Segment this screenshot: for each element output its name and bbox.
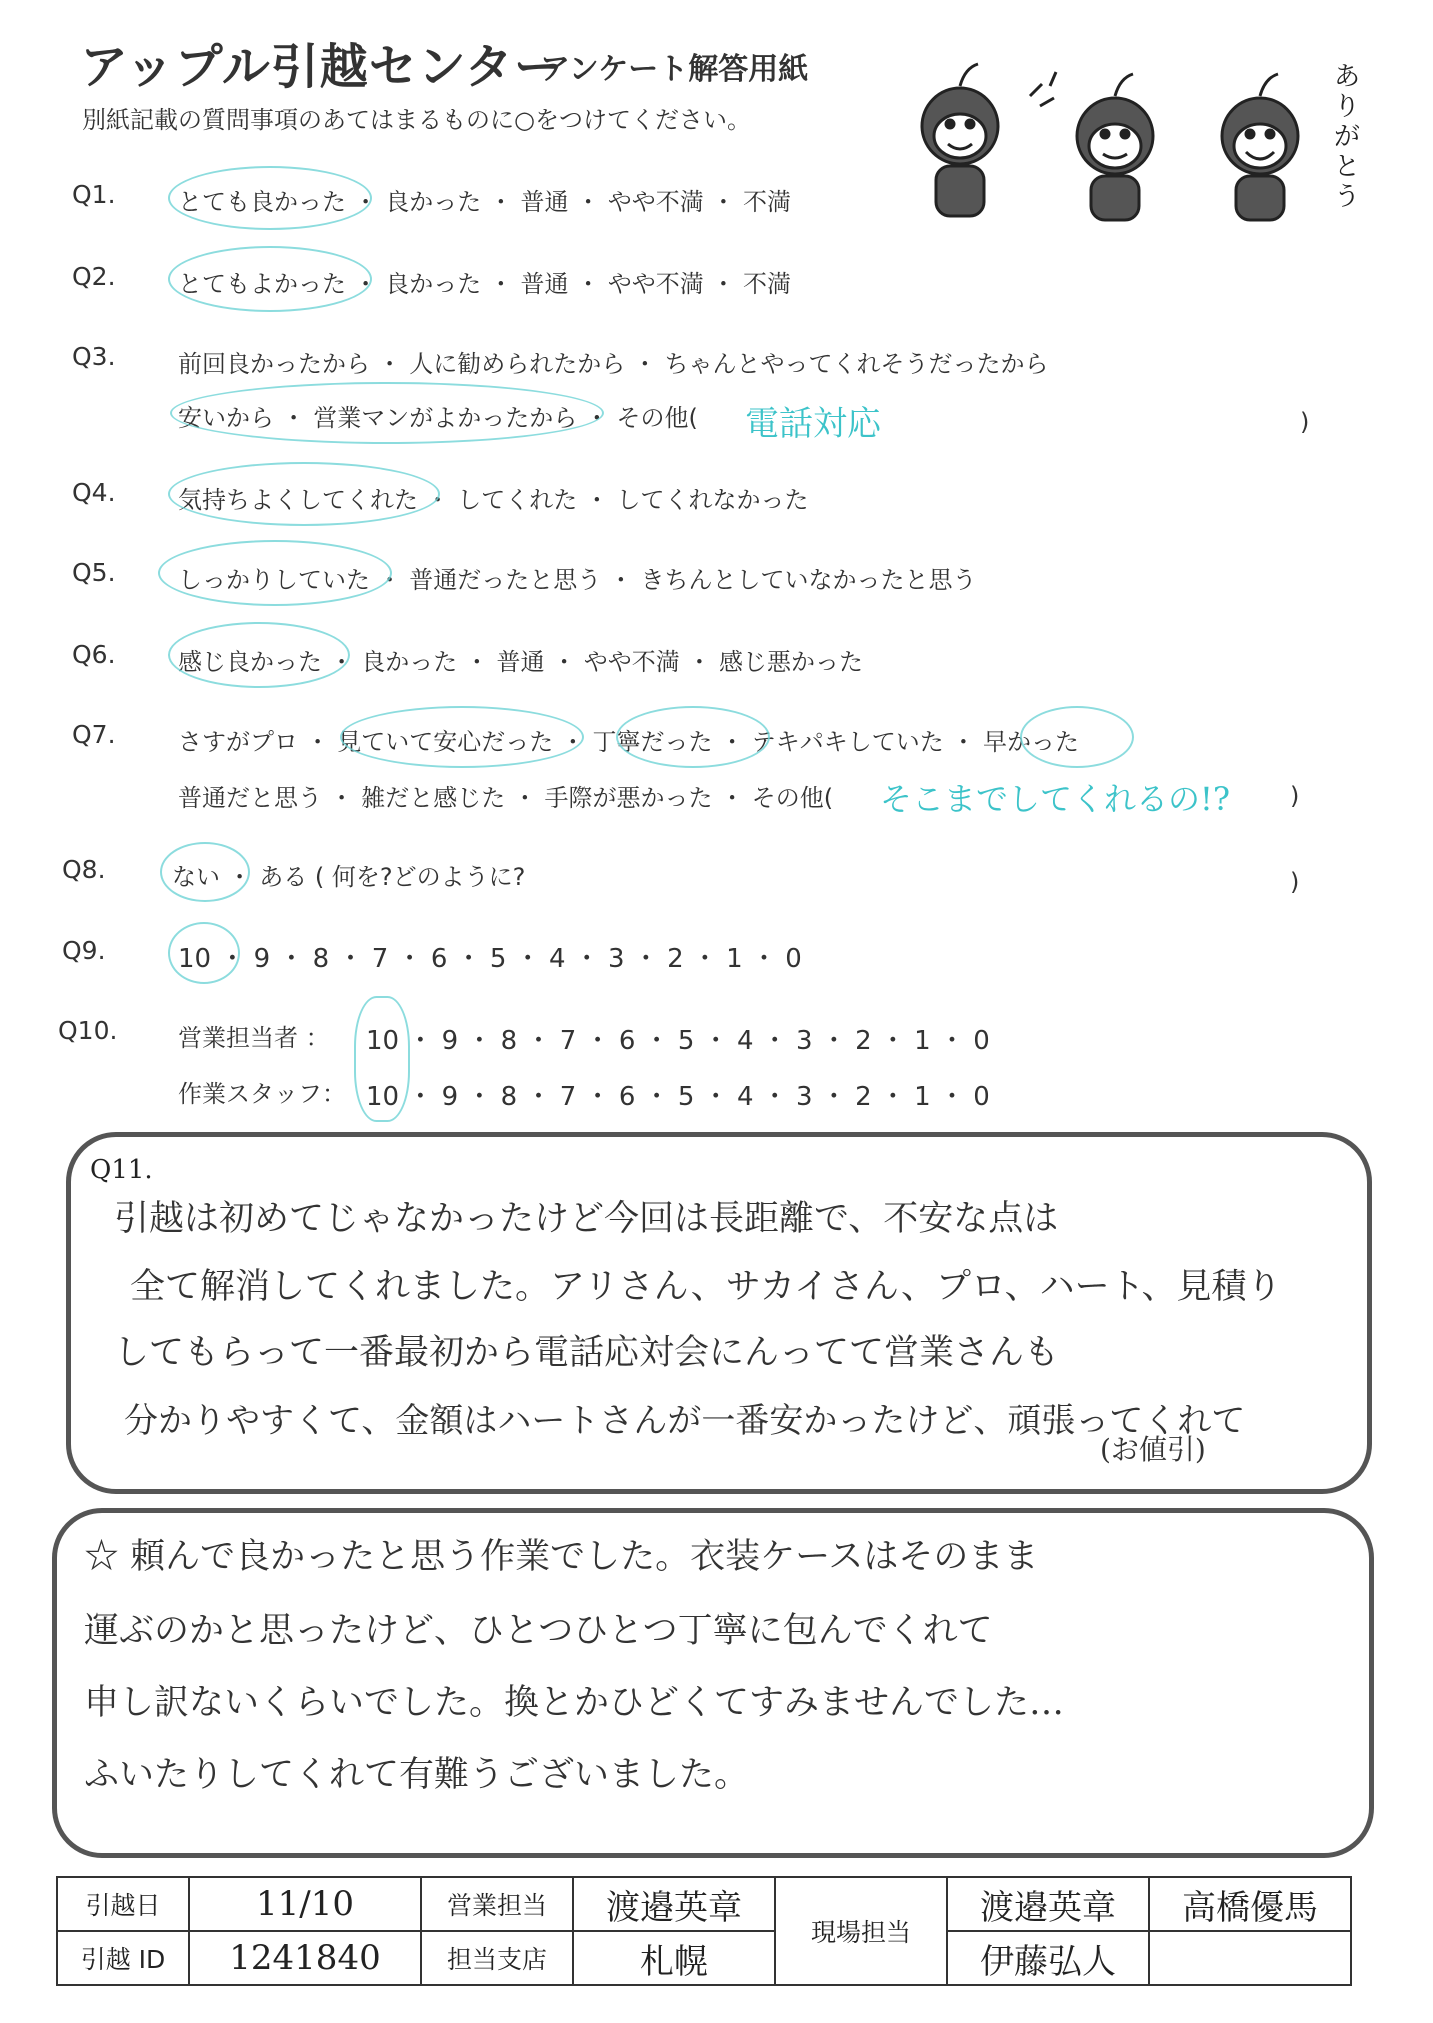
q3-other-handwritten: 電話対応 — [745, 404, 881, 444]
q10-sales-score-options[interactable]: 10 ・ 9 ・ 8 ・ 7 ・ 6 ・ 5 ・ 4 ・ 3 ・ 2 ・ 1 ・ 0 — [366, 1026, 990, 1056]
instruction-text: 別紙記載の質問事項のあてはまるものに○をつけてください。 — [82, 106, 751, 134]
q3-close-paren: ) — [1300, 408, 1310, 436]
q11-line-1: 引越は初めてじゃなかったけど今回は長距離で、不安な点は — [114, 1199, 1059, 1239]
q9-label: Q9. — [62, 936, 106, 965]
q5-selection-circle — [158, 540, 392, 606]
q3-selection-circle — [170, 382, 604, 444]
comment-line-3: 申し訳ないくらいでした。換とかひどくてすみませんでした… — [84, 1683, 1065, 1723]
q8-options[interactable]: ない ・ ある ( 何を?どのように? — [172, 863, 526, 891]
q3-label: Q3. — [72, 342, 116, 371]
q3-options-row2[interactable]: 安いから ・ 営業マンがよかったから ・ その他( — [178, 404, 698, 432]
sales-rep-label: 営業担当 — [421, 1877, 573, 1931]
mascot-thanks-text: ありがとう — [1334, 62, 1361, 212]
q10-staff-label: 作業スタッフ： — [178, 1080, 346, 1108]
q7-selection-circle-3 — [1020, 706, 1134, 768]
q9-score-options[interactable]: 10 ・ 9 ・ 8 ・ 7 ・ 6 ・ 5 ・ 4 ・ 3 ・ 2 ・ 1 ・ 0 — [178, 944, 802, 974]
q6-label: Q6. — [72, 640, 116, 669]
q8-close-paren: ) — [1290, 868, 1300, 896]
q4-selection-circle — [168, 462, 440, 526]
q6-selection-circle — [168, 622, 350, 688]
q7-close-paren: ) — [1290, 782, 1300, 810]
q7-options[interactable]: さすがプロ ・ 見ていて安心だった ・ 丁寧だった ・ テキパキしていた ・ 早かった — [178, 728, 1080, 756]
site-staff-2: 高橋優馬 — [1149, 1877, 1351, 1931]
q8-selection-circle — [160, 842, 250, 902]
q2-label: Q2. — [72, 262, 116, 291]
q6-options[interactable]: 感じ良かった ・ 良かった ・ 普通 ・ やや不満 ・ 感じ悪かった — [178, 648, 864, 676]
move-info-table — [56, 1876, 1352, 1986]
move-id-value: 1241840 — [189, 1931, 421, 1985]
q2-options[interactable]: とてもよかった ・ 良かった ・ 普通 ・ やや不満 ・ 不満 — [178, 270, 792, 298]
q9-selection-circle — [168, 922, 240, 984]
q4-label: Q4. — [72, 478, 116, 507]
comment-line-4: ふいたりしてくれて有難うございました。 — [84, 1755, 750, 1795]
mascot-illustration — [900, 56, 1370, 226]
q1-selection-circle — [168, 166, 372, 230]
comment-line-2: 運ぶのかと思ったけど、ひとつひとつ丁寧に包んでくれて — [84, 1611, 993, 1651]
branch-value: 札幌 — [573, 1931, 775, 1985]
q10-sales-label: 営業担当者 ： — [178, 1024, 330, 1052]
q3-options[interactable]: 前回良かったから ・ 人に勧められたから ・ ちゃんとやってくれそうだったから — [178, 350, 1049, 378]
q10-staff-score-options[interactable]: 10 ・ 9 ・ 8 ・ 7 ・ 6 ・ 5 ・ 4 ・ 3 ・ 2 ・ 1 ・ 0 — [366, 1082, 990, 1112]
move-id-label: 引越 ID — [57, 1931, 189, 1985]
q1-label: Q1. — [72, 180, 116, 209]
q10-label: Q10. — [58, 1016, 118, 1045]
q7-label: Q7. — [72, 720, 116, 749]
q7-other-handwritten: そこまでしてくれるの!? — [880, 780, 1231, 818]
site-staff-empty-cell — [1149, 1931, 1351, 1985]
q8-label: Q8. — [62, 855, 106, 884]
q2-selection-circle — [168, 246, 372, 312]
site-staff-label: 現場担当 — [775, 1877, 947, 1985]
move-date-label: 引越日 — [57, 1877, 189, 1931]
q7-selection-circle-1 — [340, 706, 584, 768]
q7-options-row2[interactable]: 普通だと思う ・ 雑だと感じた ・ 手際が悪かった ・ その他( — [178, 784, 834, 812]
q11-line-3: してもらって一番最初から電話応対会にんってて営業さんも — [114, 1333, 1060, 1373]
q4-options[interactable]: 気持ちよくしてくれた ・ してくれた ・ してくれなかった — [178, 486, 809, 514]
q11-line-4: 分かりやすくて、金額はハートさんが一番安かったけど、頑張ってくれて — [124, 1401, 1246, 1441]
move-date-value: 11/10 — [189, 1877, 421, 1931]
branch-label: 担当支店 — [421, 1931, 573, 1985]
q10-selection-circle — [354, 996, 410, 1122]
survey-company-title: アップル引越センター — [80, 39, 563, 95]
q11-label: Q11. — [90, 1155, 153, 1185]
site-staff-1: 渡邉英章 — [947, 1877, 1149, 1931]
q11-line-2: 全て解消してくれました。アリさん、サカイさん、プロ、ハート、見積り — [130, 1267, 1282, 1307]
q5-options[interactable]: しっかりしていた ・ 普通だったと思う ・ きちんとしていなかったと思う — [178, 566, 977, 594]
q5-label: Q5. — [72, 558, 116, 587]
comment-line-1: ☆ 頼んで良かったと思う作業でした。衣装ケースはそのまま — [84, 1537, 1039, 1577]
q1-options[interactable]: とても良かった ・ 良かった ・ 普通 ・ やや不満 ・ 不満 — [178, 188, 792, 216]
survey-sheet-subtitle: アンケート解答用紙 — [540, 52, 809, 87]
site-staff-3: 伊藤弘人 — [947, 1931, 1149, 1985]
sales-rep-value: 渡邉英章 — [573, 1877, 775, 1931]
q7-selection-circle-2 — [616, 706, 770, 768]
q11-line-5: (お値引) — [1100, 1433, 1206, 1466]
